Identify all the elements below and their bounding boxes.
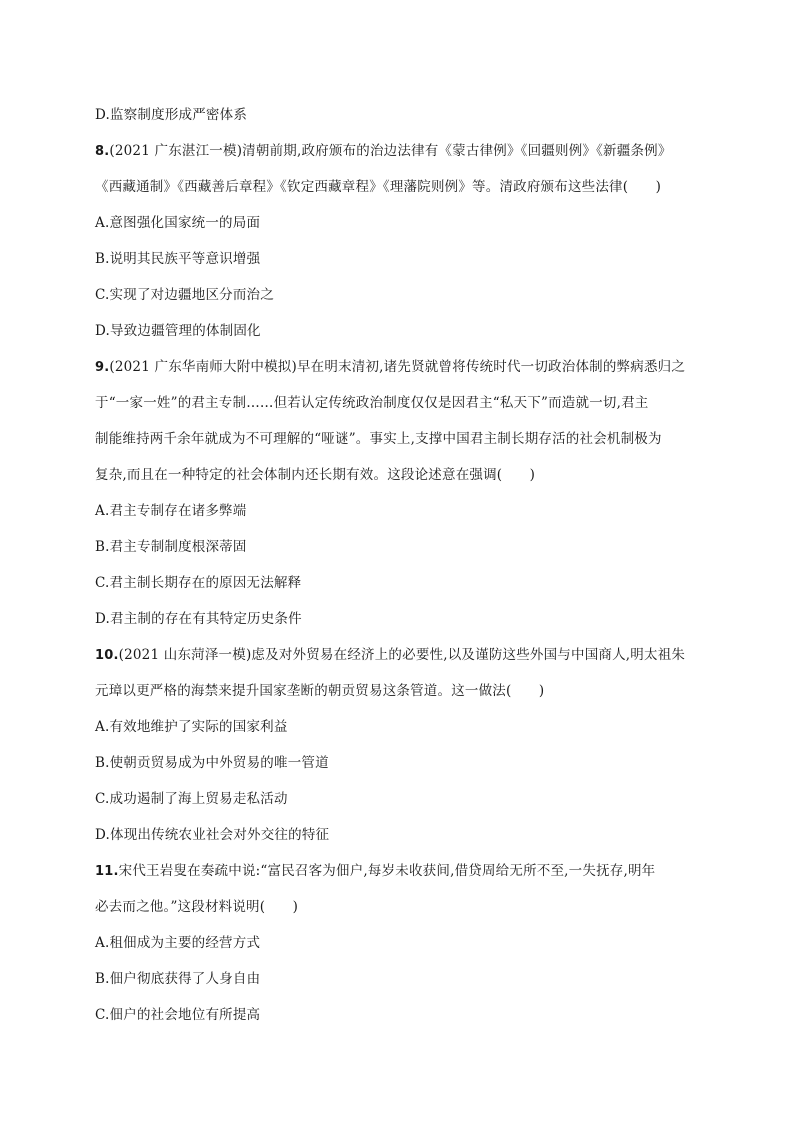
q9-stem-line-3: 制能维持两千余年就成为不可理解的“哑谜”。事实上,支撑中国君主制长期存活的社会机制极为 xyxy=(95,431,662,447)
q8-number: 8. xyxy=(95,144,110,159)
q10-option-b: B.使朝贡贸易成为中外贸易的唯一管道 xyxy=(95,755,329,771)
q11-number: 11. xyxy=(95,864,119,879)
q8-stem-text-1: (2021 广东湛江一模)清朝前期,政府颁布的治边法律有《蒙古律例》《回疆则例》《新疆条例》 xyxy=(109,143,672,159)
q9-option-a: A.君主专制存在诸多弊端 xyxy=(95,503,247,519)
q8-option-d: D.导致边疆管理的体制固化 xyxy=(95,323,261,339)
q9-stem-line-4: 复杂,而且在一种特定的社会体制内还长期有效。这段论述意在强调( ) xyxy=(95,467,536,483)
q10-number: 10. xyxy=(95,648,119,663)
q9-stem-line-1 xyxy=(95,358,685,377)
q9-option-d: D.君主制的存在有其特定历史条件 xyxy=(95,611,302,627)
q8-option-a: A.意图强化国家统一的局面 xyxy=(95,215,261,231)
q8-option-b: B.说明其民族平等意识增强 xyxy=(95,251,261,267)
q10-stem-line-2: 元璋以更严格的海禁来提升国家垄断的朝贡贸易这条管道。这一做法( ) xyxy=(95,683,545,699)
q9-stem-text-1: (2021 广东华南师大附中模拟)早在明末清初,诸先贤就曾将传统时代一切政治体制的弊病悉归之 xyxy=(109,359,686,375)
q11-option-b: B.佃户彻底获得了人身自由 xyxy=(95,971,261,987)
q9-stem-line-2: 于“一家一姓”的君主专制……但若认定传统政治制度仅仅是因君主“私天下”而造就一切,君主 xyxy=(95,395,649,411)
q10-option-a: A.有效地维护了实际的国家利益 xyxy=(95,719,288,735)
q11-stem-text-1: 宋代王岩叟在奏疏中说:“富民召客为佃户,每岁未收获间,借贷周给无所不至,一失抚存,明年 xyxy=(118,863,656,879)
q8-stem-line-1 xyxy=(95,142,672,161)
q10-stem-text-1: (2021 山东菏泽一模)虑及对外贸易在经济上的必要性,以及谨防这些外国与中国商人,明太祖朱 xyxy=(118,647,686,663)
q8-option-c: C.实现了对边疆地区分而治之 xyxy=(95,287,274,303)
q8-stem-line-2: 《西藏通制》《西藏善后章程》《钦定西藏章程》《理藩院则例》等。清政府颁布这些法律( ) xyxy=(95,179,662,195)
q9-option-b: B.君主专制制度根深蒂固 xyxy=(95,539,247,555)
q11-stem-line-2: 必去而之他。”这段材料说明( ) xyxy=(95,899,299,915)
q9-number: 9. xyxy=(95,360,110,375)
q11-option-c: C.佃户的社会地位有所提高 xyxy=(95,1007,261,1023)
q11-stem-line-1 xyxy=(95,862,655,881)
q10-stem-line-1 xyxy=(95,646,685,665)
q7-option-d: D.监察制度形成严密体系 xyxy=(95,107,248,123)
q9-option-c: C.君主制长期存在的原因无法解释 xyxy=(95,575,302,591)
q11-option-a: A.租佃成为主要的经营方式 xyxy=(95,935,261,951)
q10-option-d: D.体现出传统农业社会对外交往的特征 xyxy=(95,827,330,843)
q10-option-c: C.成功遏制了海上贸易走私活动 xyxy=(95,791,288,807)
